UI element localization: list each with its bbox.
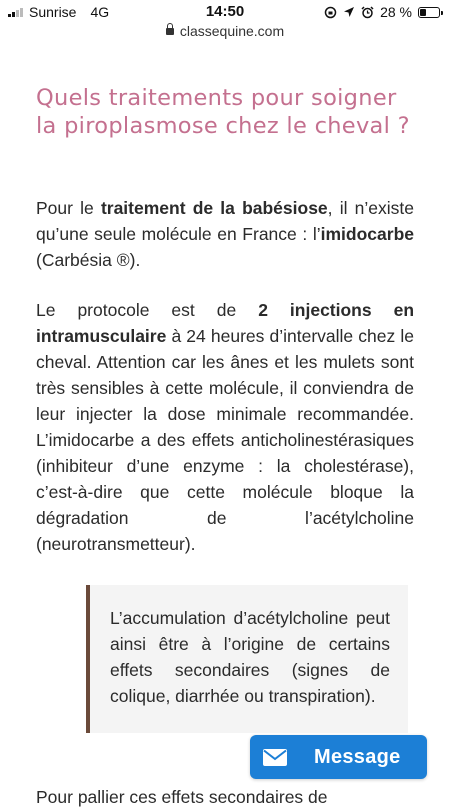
status-right bbox=[324, 4, 440, 20]
url-bar[interactable] bbox=[0, 23, 450, 43]
paragraph-partial: Pour pallier ces effets secondaires de bbox=[36, 787, 328, 807]
text-run: Le protocole est de bbox=[36, 300, 259, 320]
article-heading: Quels traitements pour soigner la piroplasmose chez le cheval ? bbox=[36, 85, 410, 139]
article-content bbox=[36, 84, 414, 733]
url-domain: classequine.com bbox=[179, 23, 285, 39]
lock-rotation-icon bbox=[324, 6, 337, 19]
message-button[interactable] bbox=[250, 735, 427, 779]
text-run: (Carbésia ®). bbox=[36, 250, 141, 270]
clock: 14:50 bbox=[205, 3, 245, 20]
envelope-icon-wrap bbox=[250, 735, 300, 779]
bold-text: imidocarbe bbox=[320, 224, 414, 244]
message-button-label: Message bbox=[314, 745, 401, 768]
quote-text: L’accumulation d’acétylcholine peut ainsi être à l’origine de certains effets secondaires (signes de colique, diarrhée ou transpiration). bbox=[110, 608, 390, 706]
battery-percent: 28 % bbox=[380, 4, 412, 20]
network-type: 4G bbox=[90, 4, 110, 20]
text-run: , il n’existe qu’une seule molécule en France : l’ bbox=[36, 198, 414, 244]
paragraph-babesiose bbox=[36, 195, 414, 273]
battery-icon bbox=[418, 7, 440, 18]
paragraph-protocole bbox=[36, 297, 414, 557]
envelope-icon bbox=[263, 749, 287, 766]
bold-text: traitement de la babésiose bbox=[100, 198, 328, 218]
text-run: à 24 heures d’intervalle chez le cheval. Attention car les ânes et les mulets sont très sensibles à cette molécule, il conviendra de leur injecter la dose minimale recommandée. L’imidocarbe a des effets anticholinestérasiques (inhibiteur d’une enzyme : la cholestérase), c’est-à-dire que cette molécule bloque la dégradation de l’acétylcholine (neurotransmetteur). bbox=[36, 326, 414, 554]
bold-text: 2 injections en intramusculaire bbox=[36, 300, 415, 346]
status-bar bbox=[0, 0, 450, 24]
quote-block bbox=[86, 585, 408, 733]
alarm-icon bbox=[361, 6, 374, 19]
location-arrow-icon bbox=[343, 6, 355, 18]
text-run: Pour le bbox=[36, 198, 101, 218]
carrier-name: Sunrise bbox=[29, 4, 77, 20]
lock-icon bbox=[166, 28, 174, 35]
